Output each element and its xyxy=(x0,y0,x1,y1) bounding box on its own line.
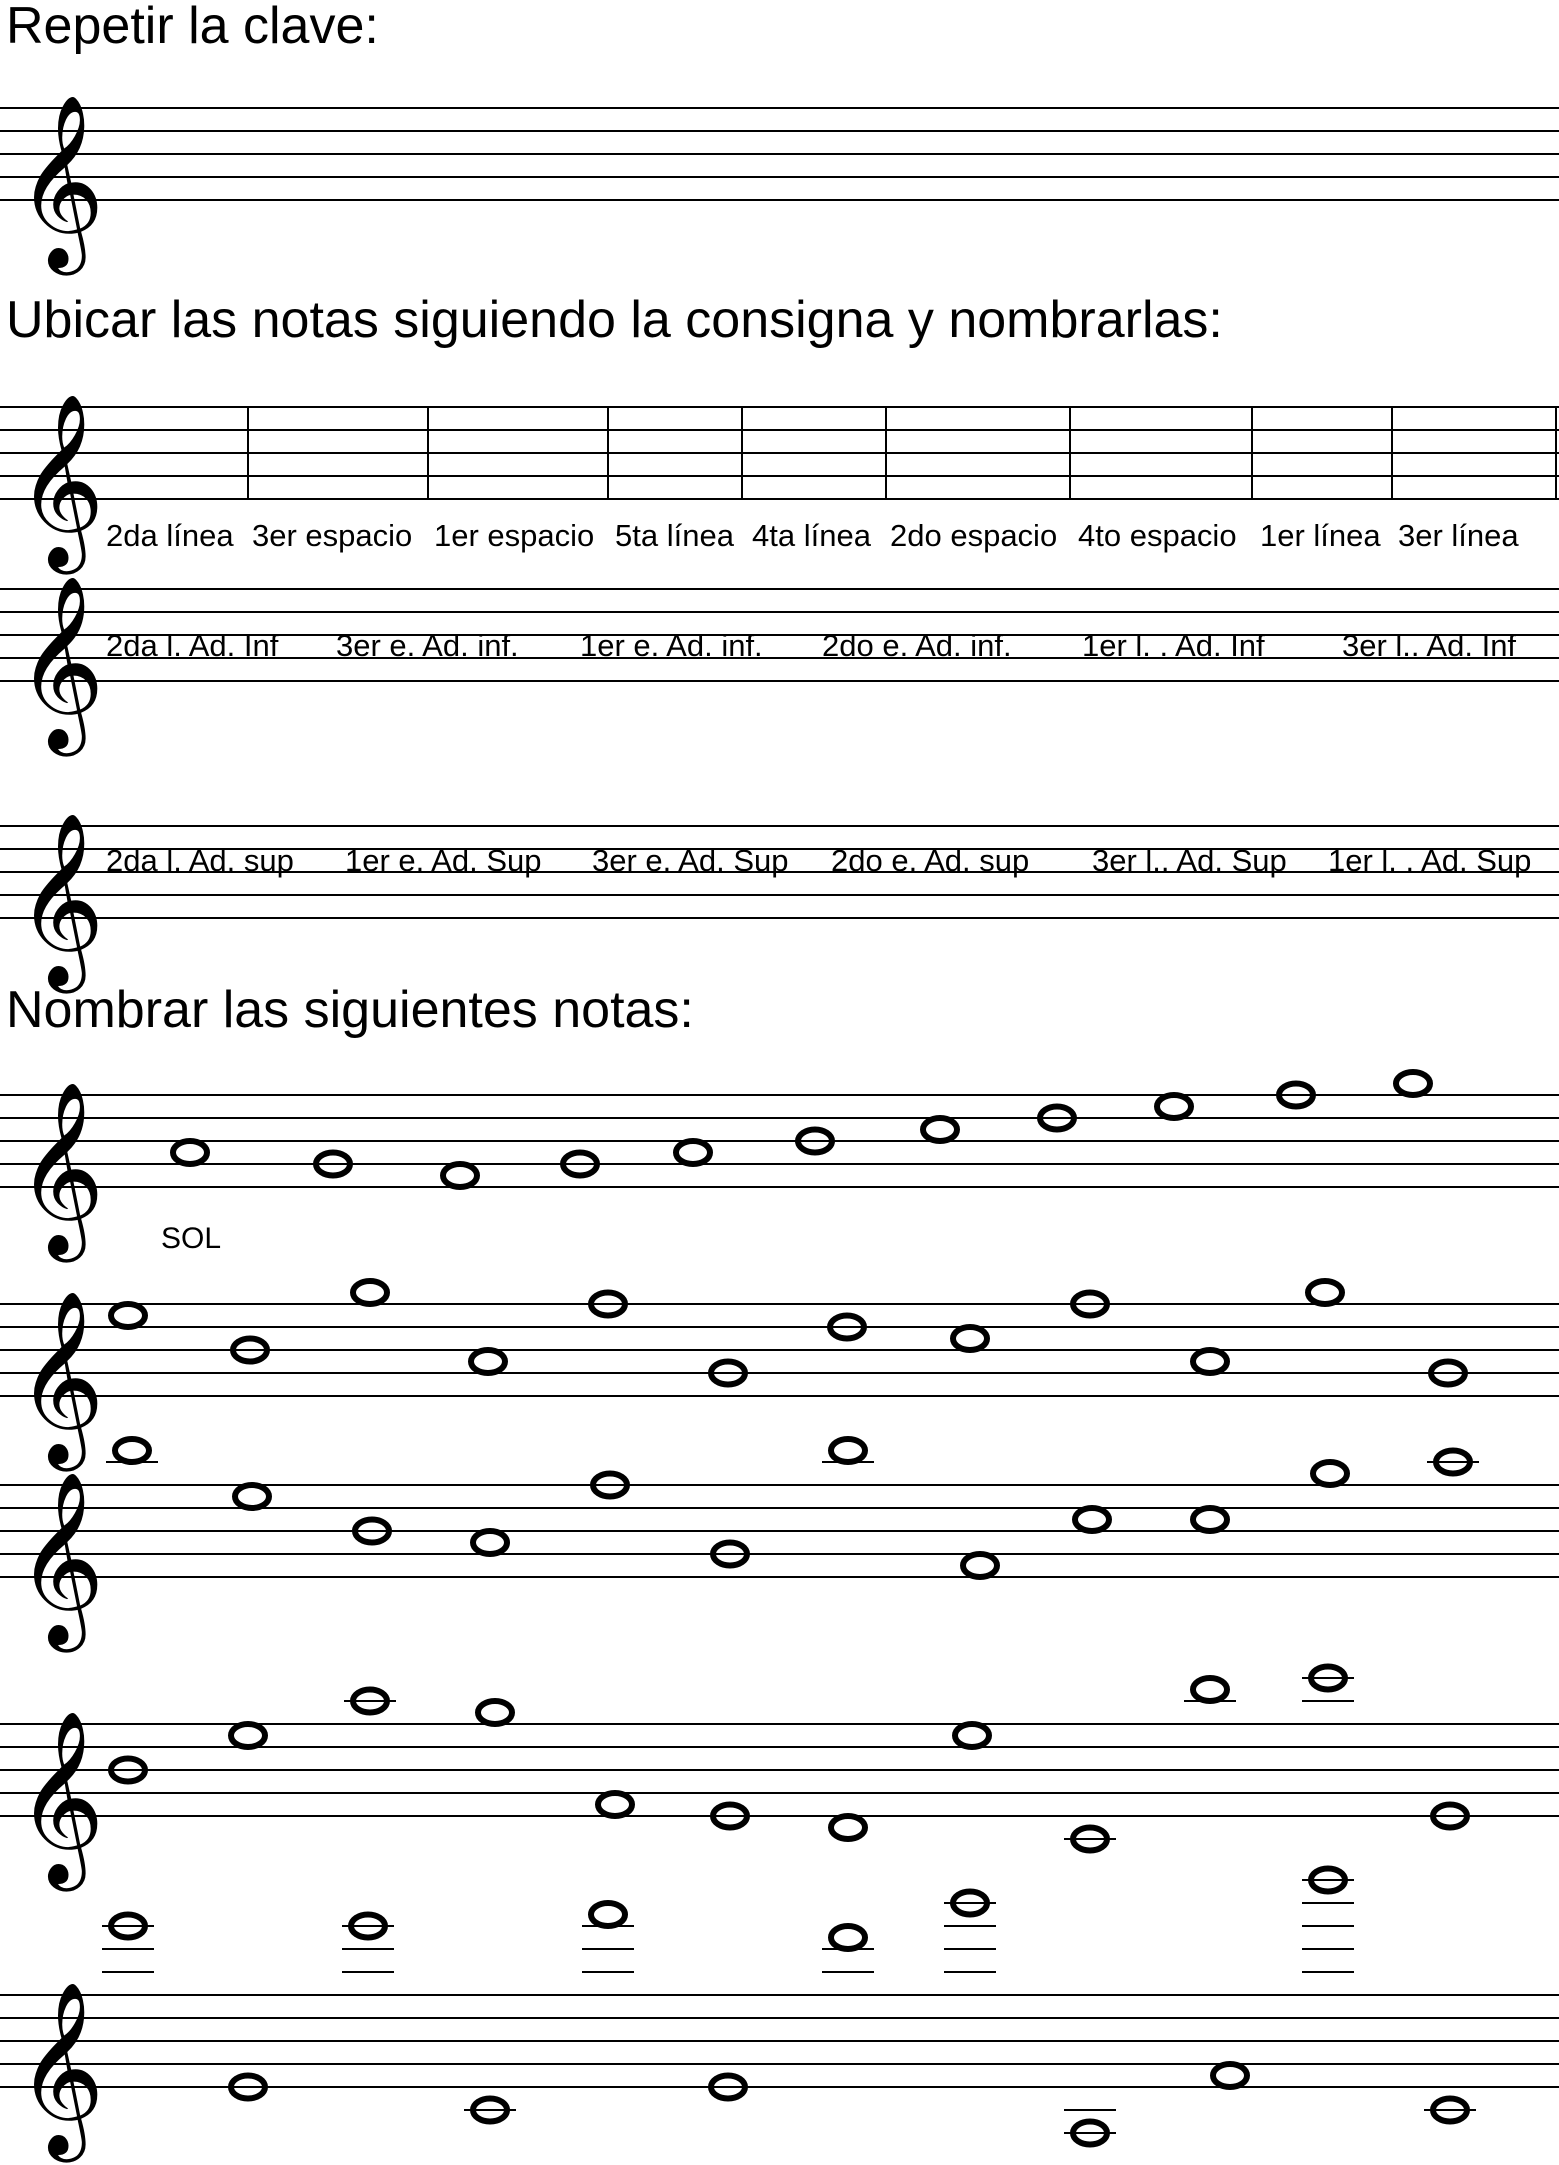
example-note-name: SOL xyxy=(161,1222,222,1255)
heading-name-notes: Nombrar las siguientes notas: xyxy=(6,981,694,1039)
label-staff3-2: 3er e. Ad. inf. xyxy=(336,628,519,663)
whole-note-icon xyxy=(831,1926,865,1949)
heading-repeat-clef: Repetir la clave: xyxy=(6,0,379,55)
whole-note-icon xyxy=(831,1439,865,1462)
label-staff3-6: 3er l.. Ad. Inf xyxy=(1342,628,1517,663)
label-staff4-5: 3er l.. Ad. Sup xyxy=(1092,843,1287,878)
label-staff3-3: 1er e. Ad. inf. xyxy=(580,628,763,663)
treble-clef-icon: 𝄞 xyxy=(16,393,105,567)
whole-note-icon xyxy=(235,1485,269,1508)
whole-note-icon xyxy=(1213,2064,1247,2087)
whole-note-icon xyxy=(473,1531,507,1554)
treble-clef-icon: 𝄞 xyxy=(16,1081,105,1255)
label-staff3-4: 2do e. Ad. inf. xyxy=(822,628,1012,663)
treble-clef-icon: 𝄞 xyxy=(16,575,105,749)
label-staff4-4: 2do e. Ad. sup xyxy=(831,843,1030,878)
treble-clef-icon: 𝄞 xyxy=(16,94,105,268)
label-staff4-6: 1er l. . Ad. Sup xyxy=(1328,843,1532,878)
label-staff4-2: 1er e. Ad. Sup xyxy=(345,843,542,878)
label-staff3-1: 2da l. Ad. Inf xyxy=(106,628,279,663)
whole-note-icon xyxy=(443,1164,477,1187)
whole-note-icon xyxy=(353,1281,387,1304)
whole-note-icon xyxy=(923,1118,957,1141)
whole-note-icon xyxy=(111,1304,145,1327)
staff-lines xyxy=(0,108,1559,2087)
whole-note-icon xyxy=(963,1554,997,1577)
label-staff2-7: 4to espacio xyxy=(1078,518,1237,553)
label-staff2-5: 4ta línea xyxy=(752,518,871,553)
treble-clef-icon: 𝄞 xyxy=(16,812,105,986)
label-staff2-2: 3er espacio xyxy=(252,518,413,553)
whole-note-icon xyxy=(1193,1508,1227,1531)
label-staff2-1: 2da línea xyxy=(106,518,234,553)
label-staff4-1: 2da l. Ad. sup xyxy=(106,843,294,878)
treble-clef-icon: 𝄞 xyxy=(16,1290,105,1464)
whole-note-icon xyxy=(953,1327,987,1350)
heading-place-notes: Ubicar las notas siguiendo la consigna y nombrarlas: xyxy=(6,291,1223,349)
whole-note-icon xyxy=(1308,1281,1342,1304)
treble-clef-icon: 𝄞 xyxy=(16,1471,105,1645)
treble-clef-icon: 𝄞 xyxy=(16,1981,105,2155)
whole-note-icon xyxy=(1075,1508,1109,1531)
whole-note-icon xyxy=(231,1724,265,1747)
label-staff4-3: 3er e. Ad. Sup xyxy=(592,843,789,878)
label-staff2-9: 3er línea xyxy=(1398,518,1519,553)
whole-note-icon xyxy=(831,1816,865,1839)
label-staff2-6: 2do espacio xyxy=(890,518,1058,553)
notes xyxy=(102,1072,1479,2145)
whole-note-icon xyxy=(598,1793,632,1816)
whole-note-icon xyxy=(676,1141,710,1164)
clefs xyxy=(16,94,105,2163)
treble-clef-icon: 𝄞 xyxy=(16,1710,105,1884)
whole-note-icon xyxy=(591,1903,625,1926)
whole-note-icon xyxy=(478,1701,512,1724)
label-staff2-3: 1er espacio xyxy=(434,518,595,553)
whole-note-icon xyxy=(1193,1678,1227,1701)
label-staff3-5: 1er l. . Ad. Inf xyxy=(1082,628,1265,663)
whole-note-icon xyxy=(115,1439,149,1462)
whole-note-icon xyxy=(173,1141,207,1164)
label-staff2-4: 5ta línea xyxy=(615,518,734,553)
whole-note-icon xyxy=(1193,1350,1227,1373)
whole-note-icon xyxy=(1157,1095,1191,1118)
whole-note-icon xyxy=(1396,1072,1430,1095)
whole-note-icon xyxy=(955,1724,989,1747)
whole-note-icon xyxy=(471,1350,505,1373)
whole-note-icon xyxy=(1313,1462,1347,1485)
label-staff2-8: 1er línea xyxy=(1260,518,1381,553)
